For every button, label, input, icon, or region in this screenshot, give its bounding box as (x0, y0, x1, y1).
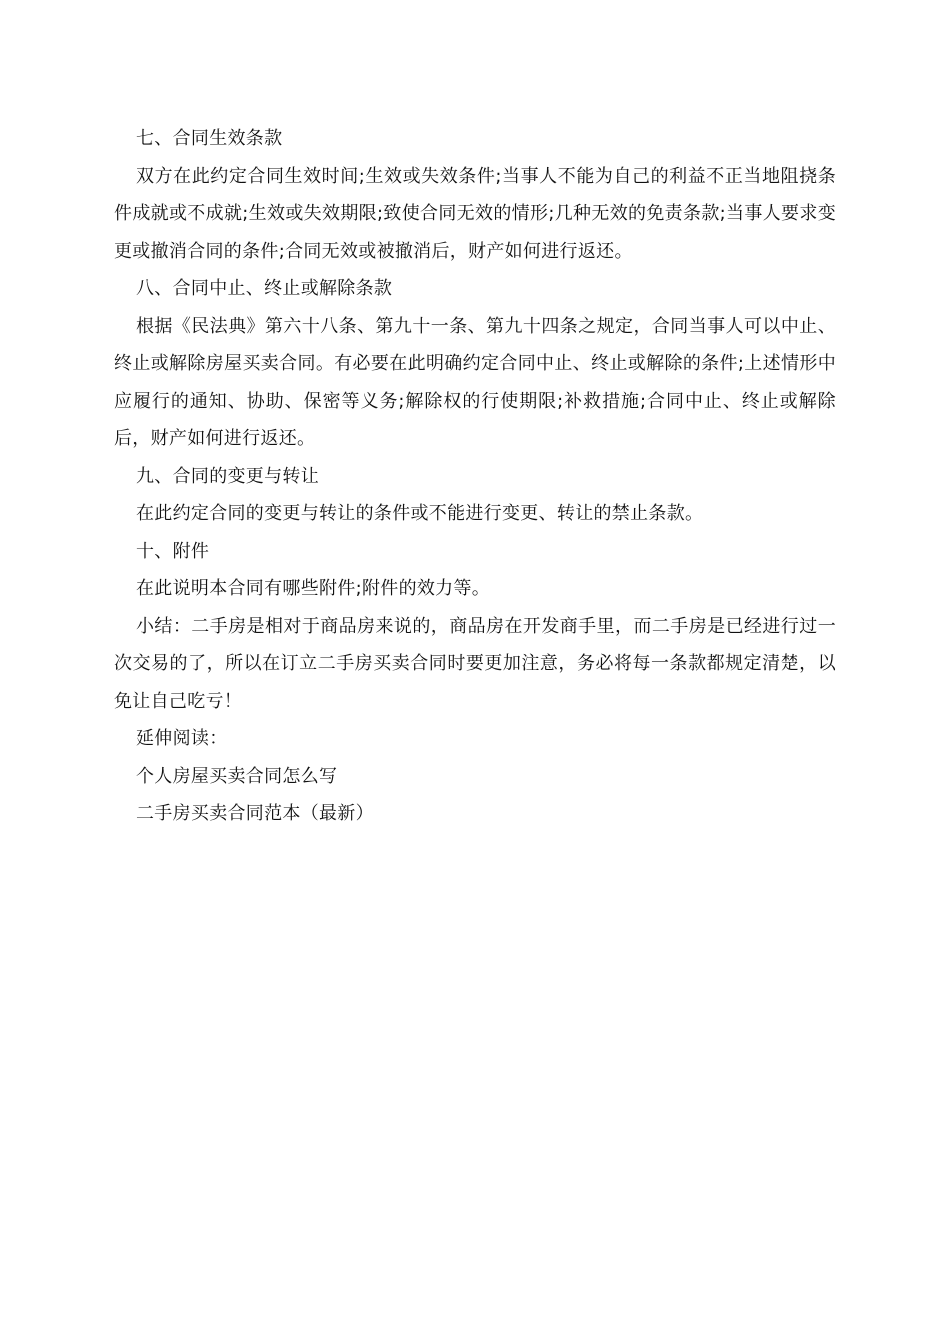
summary-paragraph: 小结：二手房是相对于商品房来说的，商品房在开发商手里，而二手房是已经进行过一次交易的了，所以在订立二手房买卖合同时要更加注意，务必将每一条款都规定清楚，以免让自己吃亏！ (114, 615, 836, 712)
section-heading-amendment: 九、合同的变更与转让 (136, 465, 319, 487)
section-heading-attachments: 十、附件 (136, 540, 210, 562)
section-body-termination: 根据《民法典》第六十八条、第九十一条、第九十四条之规定，合同当事人可以中止、终止或解除房屋买卖合同。有必要在此明确约定合同中止、终止或解除的条件;上述情形中应履行的通知、协助、保密等义务;解除权的行使期限;补救措施;合同中止、终止或解除后，财产如何进行返还。 (114, 315, 836, 449)
further-reading-link-personal-contract[interactable]: 个人房屋买卖合同怎么写 (136, 765, 338, 787)
further-reading-link-second-hand-template[interactable]: 二手房买卖合同范本（最新） (136, 803, 374, 824)
document-content (114, 120, 836, 833)
section-heading-effectiveness: 七、合同生效条款 (136, 128, 283, 149)
section-body-amendment: 在此约定合同的变更与转让的条件或不能进行变更、转让的禁止条款。 (136, 503, 704, 524)
section-body-attachments: 在此说明本合同有哪些附件;附件的效力等。 (136, 578, 491, 599)
section-heading-termination: 八、合同中止、终止或解除条款 (136, 278, 393, 299)
section-body-effectiveness: 双方在此约定合同生效时间;生效或失效条件;当事人不能为自己的利益不正当地阻挠条件成就或不成就;生效或失效期限;致使合同无效的情形;几种无效的免责条款;当事人要求变更或撤消合同的条件;合同无效或被撤消后，财产如何进行返还。 (114, 165, 836, 262)
further-reading-label: 延伸阅读： (136, 728, 228, 749)
